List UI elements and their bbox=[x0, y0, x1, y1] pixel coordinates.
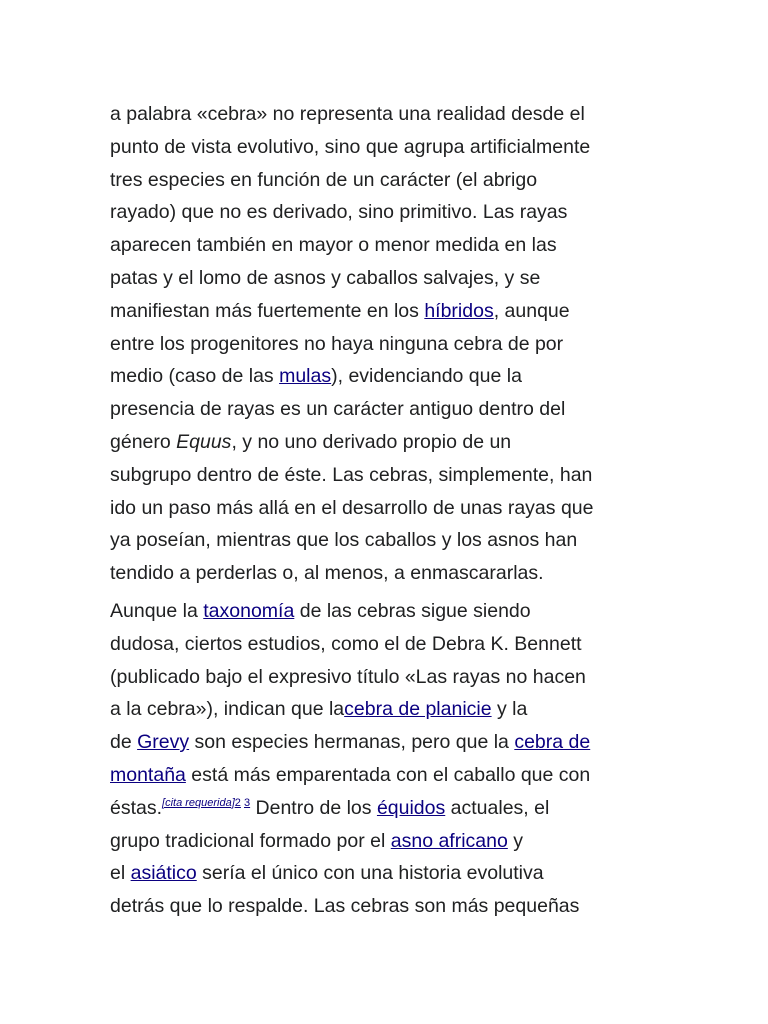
text-line: (publicado bajo el expresivo título «Las rayas no hacen bbox=[110, 665, 586, 688]
text-segment: el bbox=[110, 862, 131, 885]
text-segment: Aunque la bbox=[110, 600, 204, 622]
text-segment: medio (caso de las bbox=[110, 365, 280, 388]
text-line bbox=[110, 825, 670, 858]
text-line: patas y el lomo de asnos y caballos salvajes, y se bbox=[110, 266, 541, 289]
citation-needed-text: [cita requerida] bbox=[162, 796, 235, 809]
link-cebra-de-montana[interactable]: cebra de bbox=[514, 731, 591, 754]
text-line: tres especies en función de un carácter (el abrigo bbox=[110, 168, 538, 191]
text-segment: , aunque bbox=[493, 299, 570, 322]
text-segment: a la cebra»), indican que la bbox=[110, 698, 345, 721]
text-line: punto de vista evolutivo, sino que agrupa artificialmente bbox=[110, 135, 591, 158]
paragraph-evolution bbox=[110, 98, 670, 590]
link-cebra-de-montana[interactable]: montaña bbox=[110, 763, 186, 786]
text-segment: de bbox=[110, 731, 138, 754]
link-taxonomia[interactable]: taxonomía bbox=[203, 600, 295, 622]
text-segment: género bbox=[110, 430, 177, 453]
text-segment: éstas. bbox=[110, 796, 163, 819]
text-segment: y bbox=[507, 829, 523, 852]
text-line bbox=[110, 759, 670, 792]
text-line: dudosa, ciertos estudios, como el de Debra K. Bennett bbox=[110, 632, 582, 655]
text-line bbox=[110, 360, 670, 393]
text-line: entre los progenitores no haya ninguna cebra de por bbox=[110, 332, 564, 355]
text-line: presencia de rayas es un carácter antiguo dentro del bbox=[110, 398, 566, 421]
text-segment: manifiestan más fuertemente en los bbox=[110, 299, 425, 322]
link-cebra-de-planicie[interactable]: cebra de planicie bbox=[344, 698, 492, 721]
text-segment: de las cebras sigue siendo bbox=[294, 600, 531, 622]
text-line: ido un paso más allá en el desarrollo de unas rayas que bbox=[110, 496, 594, 519]
text-line bbox=[110, 426, 670, 459]
text-line bbox=[110, 857, 670, 890]
link-hibridos[interactable]: híbridos bbox=[424, 299, 494, 322]
paragraph-taxonomy bbox=[110, 595, 670, 923]
text-segment: actuales, el bbox=[445, 796, 550, 819]
genus-name: Equus bbox=[176, 430, 232, 453]
text-line: tendido a perderlas o, al menos, a enmascararlas. bbox=[110, 562, 544, 585]
text-segment: son especies hermanas, pero que la bbox=[189, 731, 515, 754]
citation-needed-link[interactable] bbox=[162, 797, 235, 809]
text-line: a palabra «cebra» no representa una realidad desde el bbox=[110, 103, 585, 125]
text-line: rayado) que no es derivado, sino primitivo. Las rayas bbox=[110, 201, 568, 224]
reference-link-2[interactable]: 2 bbox=[234, 796, 241, 809]
text-line: aparecen también en mayor o menor medida en las bbox=[110, 234, 557, 257]
text-line bbox=[110, 693, 670, 726]
text-segment: Dentro de los bbox=[250, 796, 377, 819]
text-line bbox=[110, 595, 670, 628]
text-line: ya poseían, mientras que los caballos y los asnos han bbox=[110, 529, 578, 552]
text-line: subgrupo dentro de éste. Las cebras, simplemente, han bbox=[110, 463, 593, 486]
text-segment: está más emparentada con el caballo que con bbox=[185, 763, 591, 786]
link-asno-africano[interactable]: asno africano bbox=[390, 829, 508, 852]
link-grevy[interactable]: Grevy bbox=[137, 731, 190, 754]
text-line bbox=[110, 726, 670, 759]
link-equidos[interactable]: équidos bbox=[376, 796, 446, 819]
text-segment: sería el único con una historia evolutiva bbox=[196, 862, 544, 885]
text-segment: y la bbox=[491, 698, 528, 721]
reference-link-3[interactable]: 3 bbox=[243, 796, 251, 809]
text-line bbox=[110, 295, 670, 328]
text-segment: ), evidenciando que la bbox=[331, 365, 522, 388]
link-mulas[interactable]: mulas bbox=[279, 365, 332, 388]
text-segment: , y no uno derivado propio de un bbox=[231, 430, 512, 453]
text-line: detrás que lo respalde. Las cebras son más pequeñas bbox=[110, 895, 580, 918]
citation-superscripts bbox=[162, 797, 250, 809]
link-asiatico[interactable]: asiático bbox=[130, 862, 197, 885]
text-line bbox=[110, 792, 670, 825]
text-segment: grupo tradicional formado por el bbox=[110, 829, 391, 852]
